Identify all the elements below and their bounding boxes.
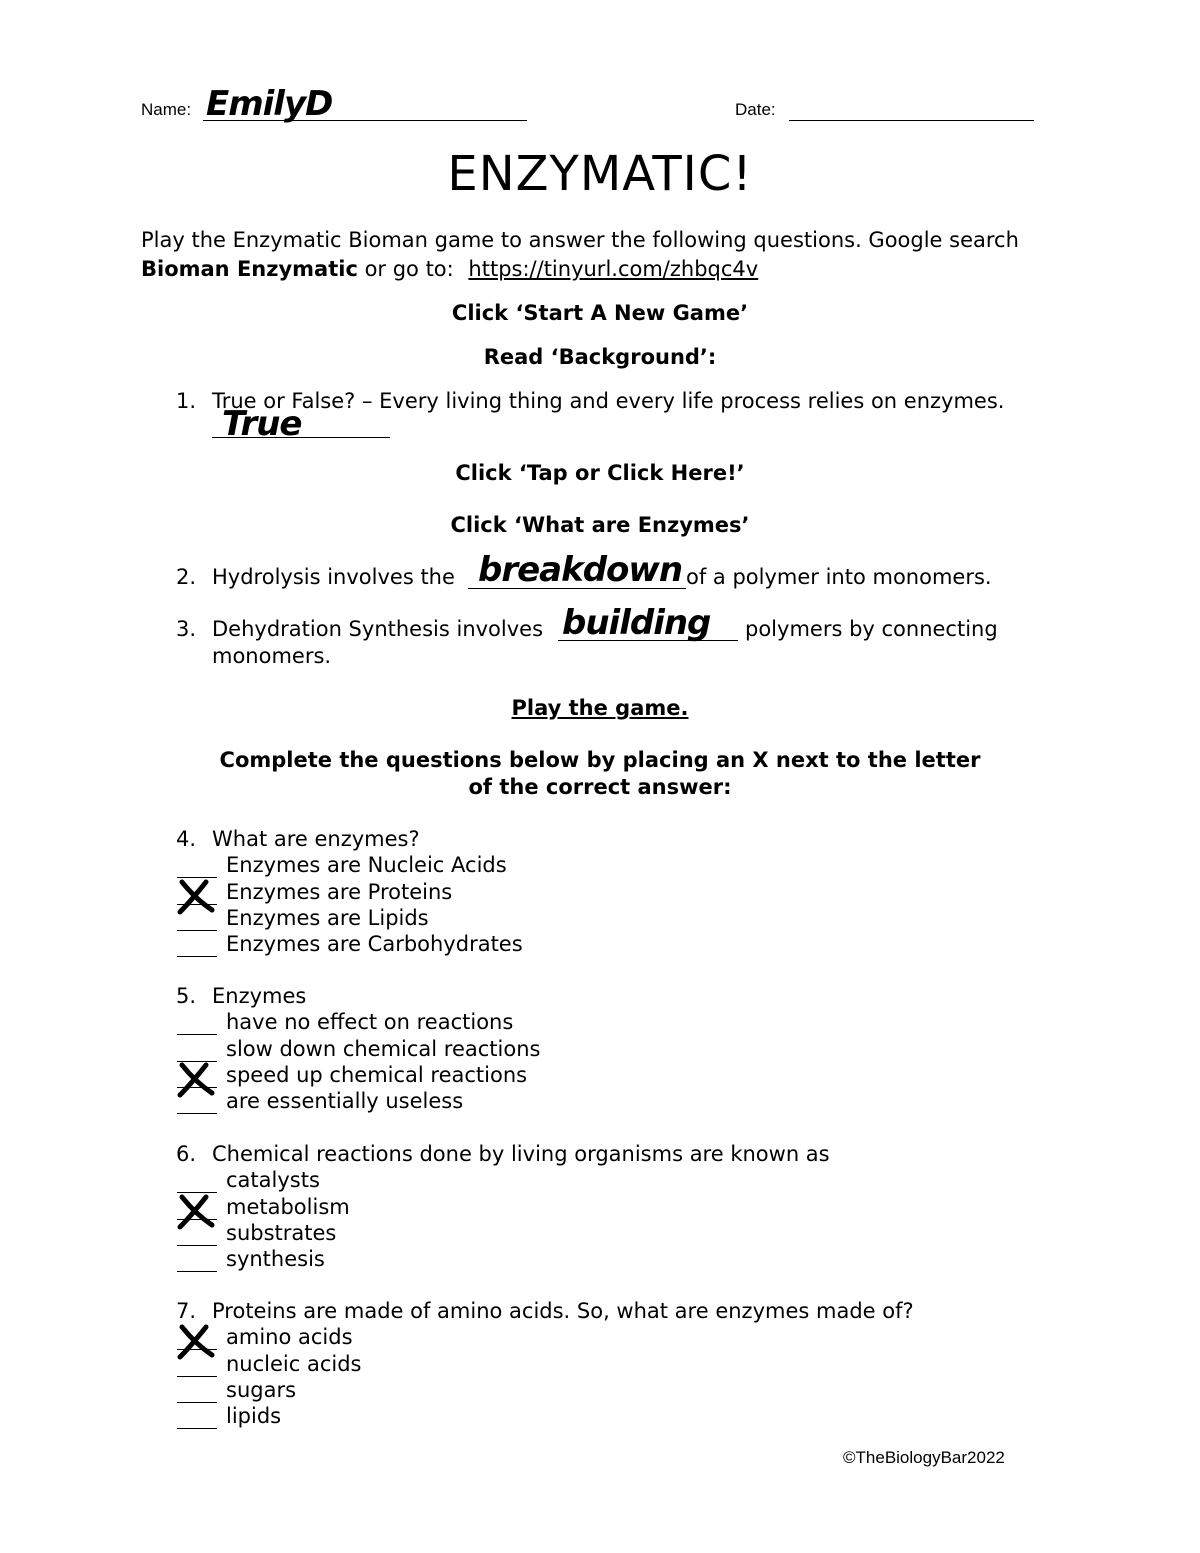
handwritten-x-mark-icon: [176, 876, 216, 916]
footer-copyright: ©TheBiologyBar2022: [843, 1448, 1005, 1467]
q1-answer: True: [222, 404, 302, 444]
q4-number: 4.: [176, 827, 197, 851]
option-label: slow down chemical reactions: [226, 1036, 541, 1061]
handwritten-x-mark-icon: [176, 1059, 216, 1099]
option-label: substrates: [226, 1220, 337, 1245]
q3-number: 3.: [176, 617, 197, 641]
intro-bold-term: Bioman Enzymatic: [141, 257, 358, 281]
answer-blank[interactable]: [177, 1034, 217, 1035]
option-label: amino acids: [226, 1325, 353, 1350]
option-label: catalysts: [226, 1168, 320, 1193]
q3-answer: building: [562, 603, 711, 643]
step-complete-line1: Complete the questions below by placing an X next to the letter: [219, 748, 981, 772]
handwritten-x-mark-icon: [176, 1321, 216, 1361]
date-line: [789, 120, 1034, 121]
name-handwriting: EmilyD: [206, 84, 333, 124]
answer-blank[interactable]: [177, 1245, 217, 1246]
intro-link[interactable]: https://tinyurl.com/zhbqc4v: [468, 257, 759, 281]
answer-blank[interactable]: [177, 1271, 217, 1272]
q2-answer: breakdown: [478, 550, 683, 590]
step-tap: Click ‘Tap or Click Here!’: [455, 461, 745, 485]
option-label: Enzymes are Proteins: [226, 879, 453, 904]
name-label: Name:: [141, 100, 192, 119]
step-start: Click ‘Start A New Game’: [451, 301, 749, 325]
step-background: Read ‘Background’:: [483, 345, 717, 369]
intro-go-to: or go to:: [357, 257, 454, 281]
q3-after: polymers by connecting: [745, 617, 998, 641]
q6-question: Chemical reactions done by living organisms are known as: [212, 1142, 830, 1166]
option-label: have no effect on reactions: [226, 1010, 514, 1035]
q6-number: 6.: [176, 1142, 197, 1166]
q3-line2: monomers.: [212, 644, 332, 668]
q4-question: What are enzymes?: [212, 827, 420, 851]
step-what: Click ‘What are Enzymes’: [450, 513, 750, 537]
q1-text: True or False? – Every living thing and every life process relies on enzymes.: [212, 389, 1005, 413]
page-title: ENZYMATIC!: [447, 146, 753, 202]
intro-line1: Play the Enzymatic Bioman game to answer the following questions. Google search: [141, 228, 1019, 252]
option-label: sugars: [226, 1377, 297, 1402]
q7-question: Proteins are made of amino acids. So, what are enzymes made of?: [212, 1299, 914, 1323]
option-label: Enzymes are Nucleic Acids: [226, 853, 507, 878]
answer-blank[interactable]: [177, 1428, 217, 1429]
q2-number: 2.: [176, 565, 197, 589]
q2-after: of a polymer into monomers.: [686, 565, 992, 589]
handwritten-x-mark-icon: [176, 1191, 216, 1231]
q5-number: 5.: [176, 984, 197, 1008]
q5-question: Enzymes: [212, 984, 307, 1008]
option-label: metabolism: [226, 1194, 350, 1219]
option-label: lipids: [226, 1404, 282, 1429]
answer-blank[interactable]: [177, 1402, 217, 1403]
option-label: are essentially useless: [226, 1089, 464, 1114]
option-label: synthesis: [226, 1247, 325, 1272]
option-label: nucleic acids: [226, 1351, 362, 1376]
answer-blank[interactable]: [177, 1113, 217, 1114]
option-label: speed up chemical reactions: [226, 1062, 528, 1087]
q3-before: Dehydration Synthesis involves: [212, 617, 544, 641]
step-play: Play the game.: [511, 696, 689, 720]
answer-blank[interactable]: [177, 956, 217, 957]
step-complete-line2: of the correct answer:: [468, 775, 732, 799]
option-label: Enzymes are Lipids: [226, 905, 429, 930]
q1-number: 1.: [176, 389, 197, 413]
answer-blank[interactable]: [177, 1376, 217, 1377]
q2-before: Hydrolysis involves the: [212, 565, 455, 589]
date-label: Date:: [735, 100, 776, 119]
q7-number: 7.: [176, 1299, 197, 1323]
intro-line2: [141, 257, 758, 281]
answer-blank[interactable]: [177, 930, 217, 931]
option-label: Enzymes are Carbohydrates: [226, 932, 523, 957]
